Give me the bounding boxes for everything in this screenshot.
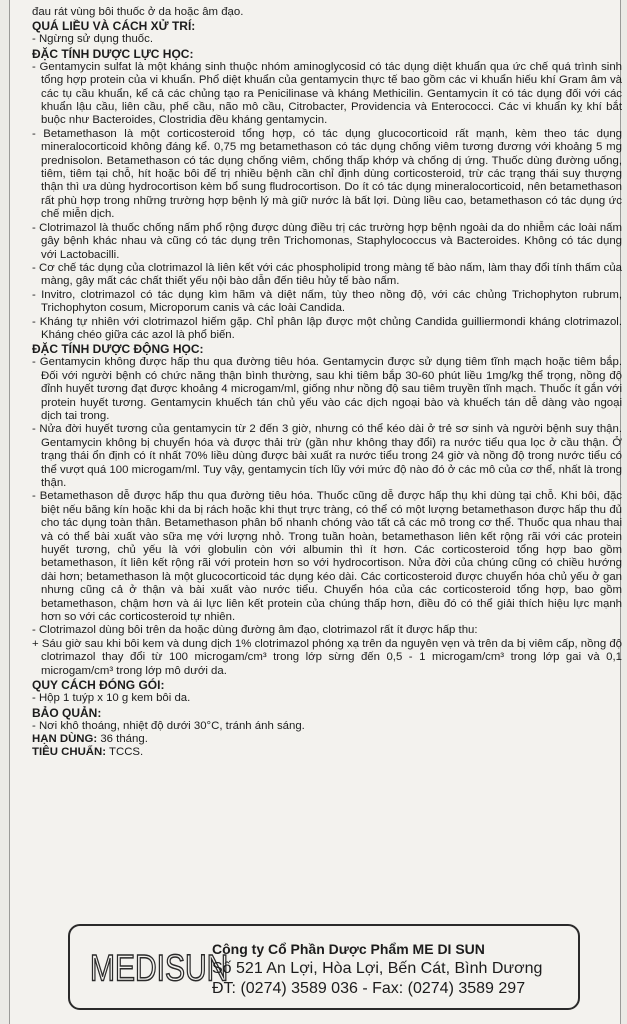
shelf-life	[32, 733, 622, 746]
standard	[32, 746, 622, 759]
overdose-heading: QUÁ LIỀU VÀ CÁCH XỬ TRÍ:	[32, 19, 196, 34]
packaging-heading: QUY CÁCH ĐÓNG GÓI:	[32, 678, 165, 693]
leaflet-content	[32, 6, 622, 760]
pharmacodynamics-heading: ĐẶC TÍNH DƯỢC LỰC HỌC:	[32, 46, 194, 61]
pharmacokinetics-clotrimazol: - Clotrimazol dùng bôi trên da hoặc dùng đường âm đạo, clotrimazol rất ít được hấp thu:	[32, 624, 478, 637]
pharmacodynamics-betamethason: - Betamethason là một corticosteroid tổng hợp, có tác dụng glucocorticoid rất mạnh, kèm theo tác dụng mineralocorticoid không đáng kể. 0,75 mg betamethason có tác dụng chống viêm tương đương với khoảng 5 mg prednisolon. Betamethason có tác dụng chống viêm, chống thấp khớp và chống dị ứng. Thuốc dùng đường uống, tiêm, tiêm tại chỗ, hít hoặc bôi để trị nhiều bệnh cần chỉ định dùng corticosteroid, trừ các trạng thái suy thượng thận thì ưa dùng hydrocortison kèm bổ sung fludrocortison. Do ít có tác dụng mineralocorticoid, nên betamethason rất phù hợp trong những trường hợp bệnh lý mà giữ nước là bất lợi. Dùng liều cao, betamethason có tác dụng ức chế miễn dịch.	[32, 127, 622, 221]
shelf-life-label: HẠN DÙNG:	[32, 732, 98, 745]
overdose-item: - Ngừng sử dụng thuốc.	[32, 33, 153, 46]
standard-label: TIÊU CHUẨN:	[32, 746, 107, 759]
pharmacokinetics-betamethason: - Betamethason dễ được hấp thu qua đường tiêu hóa. Thuốc cũng dễ được hấp thụ khi dùng tại chỗ. Khi bôi, đặc biệt nếu băng kín hoặc khi da bị rách hoặc khi thụt trực tràng, có thể có một lượng betamethason được hấp thu đủ cho tác dụng toàn thân. Betamethason phân bố nhanh chóng vào tất cả các mô trong cơ thể. Thuốc qua nhau thai và có thể bài xuất vào sữa mẹ với lượng nhỏ. Trong tuần hoàn, betamethason liên kết rộng rãi với các protein huyết tương, chủ yếu là với globulin còn với albumin thì ít hơn. Các corticosteroid tổng hợp bao gồm betamethason, ít liên kết rộng rãi với protein hơn so với hydrocortison. Nửa đời của chúng cũng có chiều hướng dài hơn; betamethason là một glucocorticoid tác dụng kéo dài. Các corticosteroid được chuyển hóa chủ yếu ở gan nhưng cũng cả ở thận và bài xuất vào nước tiểu. Chuyển hóa của các corticosteroid tổng hợp, bao gồm betamethason, chậm hơn và ái lực liên kết protein của chúng thấp hơn, điều đó có thể giải thích hiệu lực mạnh hơn so với các corticosteroid tự nhiên.	[32, 490, 622, 624]
packaging-item: - Hộp 1 tuýp x 10 g kem bôi da.	[32, 692, 191, 705]
pharmacokinetics-gentamycin-halflife: - Nửa đời huyết tương của gentamycin từ 2 đến 3 giờ, nhưng có thể kéo dài ở trẻ sơ sinh và người bệnh suy thận. Gentamycin không bị chuyển hóa và được thải trừ (gần như không thay đổi) ra nước tiểu qua lọc ở cầu thận. Ở trạng thái ổn định có ít nhất 70% liều dùng được bài xuất ra nước tiểu trong 24 giờ và nồng độ trong nước tiểu có thể vượt quá 100 microgam/ml. Tuy vậy, gentamycin tích lũy với mức độ nào đó ở các mô của cơ thể, nhất là trong thận.	[32, 423, 622, 489]
pharmacodynamics-mechanism: - Cơ chế tác dụng của clotrimazol là liên kết với các phospholipid trong màng tế bào nấm, làm thay đổi tính thấm của màng, gây mất các chất thiết yếu nội bào dẫn đến tiêu hủy tế bào nấm.	[32, 261, 622, 288]
medisun-logo: MEDISUN	[90, 947, 229, 989]
pharmacodynamics-resistance: - Kháng tự nhiên với clotrimazol hiếm gặp. Chỉ phân lập được một chủng Candida guilliermondi kháng clotrimazol. Kháng chéo giữa các azol là phổ biến.	[32, 315, 622, 341]
pharmacokinetics-heading: ĐẶC TÍNH DƯỢC ĐỘNG HỌC:	[32, 342, 204, 357]
pharmacodynamics-gentamycin: - Gentamycin sulfat là một kháng sinh thuộc nhóm aminoglycosid có tác dụng diệt khuẩn qua ức chế quá trình sinh tổng hợp protein của vi khuẩn. Phổ diệt khuẩn của gentamycin thực tế bao gồm các vi khuẩn hiếu khí Gram âm và các tụ cầu khuẩn, kể cả các chủng tạo ra Penicilinase và kháng Methicilin. Gentamycin ít có tác dụng đối với các khuẩn lậu cầu, liên cầu, phế cầu, não mô cầu, Citrobacter, Providencia và Enterococci. Các vi khuẩn kỵ khí bắt buộc như Bacteroides, Clostridia đều kháng gentamycin.	[32, 60, 622, 127]
company-phone: ĐT: (0274) 3589 036 - Fax: (0274) 3589 297	[212, 980, 526, 997]
pharmacokinetics-gentamycin: - Gentamycin không được hấp thu qua đường tiêu hóa. Gentamycin được sử dụng tiêm tĩnh mạch hoặc tiêm bắp. Đối với người bệnh có chức năng thận bình thường, sau khi tiêm bắp 30-60 phút liều 1mg/kg thể trọng, nồng độ đỉnh huyết tương đạt được khoảng 4 microgam/ml, giống như nồng độ sau tiêm truyền tĩnh mạch. Thuốc ít gắn với protein huyết tương. Gentamycin khuếch tán chủ yếu vào các dịch ngoại bào và khuếch tán dễ dàng vào ngoại dịch tai trong.	[32, 356, 622, 422]
company-footer-box	[68, 924, 580, 1010]
pharmacodynamics-invitro: - Invitro, clotrimazol có tác dụng kìm hãm và diệt nấm, tùy theo nồng độ, với các chủng Trichophyton rubrum, Trichophyton cosum, Microporum canis và các loài Candida.	[32, 288, 622, 315]
standard-value: TCCS.	[106, 746, 144, 759]
company-info	[212, 939, 572, 999]
company-address: Số 521 An Lợi, Hòa Lợi, Bến Cát, Bình Dương	[212, 960, 543, 977]
storage-item: - Nơi khô thoáng, nhiệt độ dưới 30°C, tránh ánh sáng.	[32, 719, 305, 732]
shelf-life-value: 36 tháng.	[97, 732, 148, 745]
pharmacokinetics-clotrimazol-detail: + Sáu giờ sau khi bôi kem và dung dịch 1% clotrimazol phóng xạ trên da nguyên vẹn và trên da bị viêm cấp, nồng độ clotrimazol thay đổi từ 100 microgam/cm³ trong lớp sừng đến 0,5 - 1 microgam/cm³ trong lớp gai và 0,1 microgam/cm³ trong lớp mô dưới da.	[32, 637, 622, 677]
company-name: Công ty Cổ Phần Dược Phẩm ME DI SUN	[212, 941, 485, 957]
pharmacodynamics-clotrimazol: - Clotrimazol là thuốc chống nấm phổ rộng được dùng điều trị các trường hợp bệnh ngoài da do nhiễm các loài nấm gây bệnh khác nhau và cũng có tác dụng trên Trichomonas, Staphylococcus và Bacteroides. Không có tác dụng với Lactobacilli.	[32, 221, 622, 261]
intro-line: đau rát vùng bôi thuốc ở da hoặc âm đạo.	[32, 6, 244, 18]
leaflet-sheet	[9, 0, 621, 1024]
storage-heading: BẢO QUẢN:	[32, 705, 102, 720]
